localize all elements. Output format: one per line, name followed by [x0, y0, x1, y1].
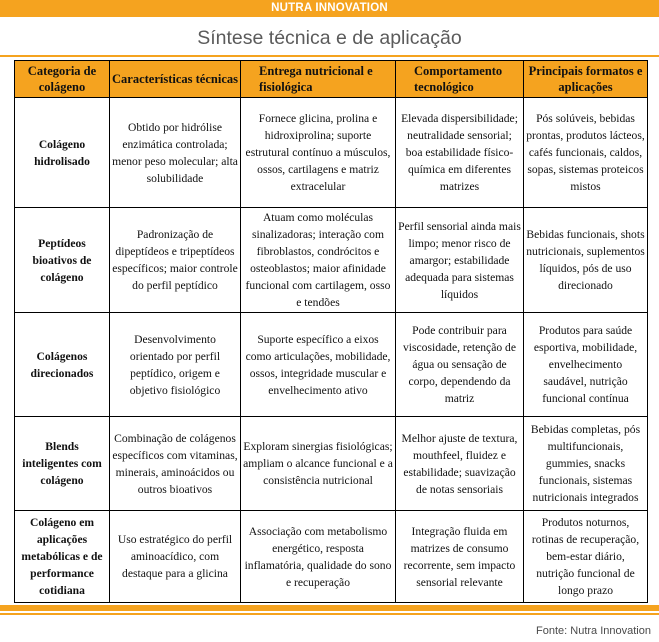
cell-category: Colágeno hidrolisado: [15, 98, 110, 208]
cell-characteristics: Desenvolvimento orientado por perfil peptídico, origem e objetivo fisiológico: [110, 313, 241, 417]
cell-category: Colágenos direcionados: [15, 313, 110, 417]
synthesis-table: [14, 60, 648, 603]
cell-formats: Pós solúveis, bebidas prontas, produtos lácteos, cafés funcionais, caldos, sopas, sistemas proteicos mistos: [524, 98, 648, 208]
cell-delivery: Fornece glicina, prolina e hidroxiprolina; suporte estrutural contínuo a músculos, ossos, cartilagens e matriz extracelular: [241, 98, 396, 208]
cell-category: Blends inteligentes com colágeno: [15, 417, 110, 511]
title-divider: [0, 55, 659, 57]
cell-behavior: Melhor ajuste de textura, mouthfeel, fluidez e estabilidade; suavização de notas sensoriais: [396, 417, 524, 511]
table-row: [15, 208, 648, 313]
footer-divider-thick: [0, 605, 659, 611]
col-header-delivery: Entrega nutricional e fisiológica: [241, 61, 396, 98]
table-row: [15, 511, 648, 603]
table-row: [15, 313, 648, 417]
cell-formats: Bebidas funcionais, shots nutricionais, suplementos líquidos, pós de uso direcionado: [524, 208, 648, 313]
cell-behavior: Elevada dispersibilidade; neutralidade sensorial; boa estabilidade físico-química em diferentes matrizes: [396, 98, 524, 208]
cell-delivery: Exploram sinergias fisiológicas; ampliam o alcance funcional e a consistência nutricional: [241, 417, 396, 511]
col-header-behavior: Comportamento tecnológico: [396, 61, 524, 98]
page-title: Síntese técnica e de aplicação: [197, 27, 462, 49]
cell-behavior: Perfil sensorial ainda mais limpo; menor risco de amargor; estabilidade adequada para sistemas líquidos: [396, 208, 524, 313]
table-header-row: [15, 61, 648, 98]
cell-delivery: Atuam como moléculas sinalizadoras; interação com fibroblastos, condrócitos e osteoblastos; maior afinidade funcional com cartilagem, osso e tendões: [241, 208, 396, 313]
col-header-characteristics: Características técnicas: [110, 61, 241, 98]
brand-banner: [0, 0, 659, 17]
table-row: [15, 417, 648, 511]
cell-behavior: Pode contribuir para viscosidade, retenção de água ou sensação de corpo, dependendo da matriz: [396, 313, 524, 417]
cell-delivery: Suporte específico a eixos como articulações, mobilidade, ossos, integridade muscular e envelhecimento ativo: [241, 313, 396, 417]
cell-formats: Produtos noturnos, rotinas de recuperação, bem-estar diário, nutrição funcional de longo prazo: [524, 511, 648, 603]
cell-formats: Produtos para saúde esportiva, mobilidade, envelhecimento saudável, nutrição funcional contínua: [524, 313, 648, 417]
cell-formats: Bebidas completas, pós multifuncionais, gummies, snacks funcionais, sistemas nutricionais integrados: [524, 417, 648, 511]
footer-divider-thin: [0, 613, 659, 615]
cell-characteristics: Combinação de colágenos específicos com vitaminas, minerais, aminoácidos ou outros bioativos: [110, 417, 241, 511]
brand-name: NUTRA INNOVATION: [271, 2, 388, 14]
cell-characteristics: Padronização de dipeptídeos e tripeptídeos específicos; maior controle do perfil peptídico: [110, 208, 241, 313]
cell-characteristics: Uso estratégico do perfil aminoacídico, com destaque para a glicina: [110, 511, 241, 603]
col-header-category: Categoria de colágeno: [15, 61, 110, 98]
cell-category: Peptídeos bioativos de colágeno: [15, 208, 110, 313]
col-header-formats: Principais formatos e aplicações: [524, 61, 648, 98]
table-row: [15, 98, 648, 208]
cell-category: Colágeno em aplicações metabólicas e de performance cotidiana: [15, 511, 110, 603]
cell-behavior: Integração fluida em matrizes de consumo recorrente, sem impacto sensorial relevante: [396, 511, 524, 603]
cell-characteristics: Obtido por hidrólise enzimática controlada; menor peso molecular; alta solubilidade: [110, 98, 241, 208]
source-credit: Fonte: Nutra Innovation: [536, 625, 651, 637]
cell-delivery: Associação com metabolismo energético, resposta inflamatória, qualidade do sono e recuperação: [241, 511, 396, 603]
